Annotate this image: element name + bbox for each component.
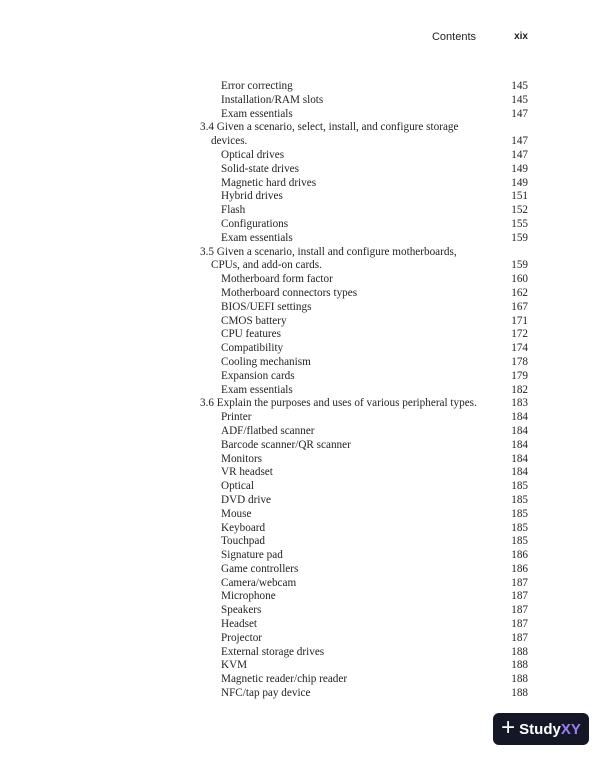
toc-entry-page: 185 <box>511 480 528 493</box>
toc-entry <box>200 673 528 687</box>
toc-entry-title: 3.5 Given a scenario, install and configure motherboards, <box>200 245 457 258</box>
toc-entry-page: 147 <box>511 135 528 148</box>
toc-entry-page: 187 <box>511 590 528 603</box>
toc-entry-page: 167 <box>511 300 528 313</box>
toc-entry-page: 185 <box>511 493 528 506</box>
toc-entry-title: Exam essentials <box>221 231 293 244</box>
toc-entry <box>200 646 528 660</box>
toc-entry-page: 187 <box>511 604 528 617</box>
toc-entry <box>200 508 528 522</box>
toc-entry <box>200 177 528 191</box>
toc-entry-page: 160 <box>511 273 528 286</box>
toc-entry-title: Microphone <box>221 590 276 603</box>
toc-entry-title: Error correcting <box>221 80 293 92</box>
toc-entry-page: 149 <box>511 176 528 189</box>
toc-entry <box>200 577 528 591</box>
toc-entry-title: Exam essentials <box>221 383 293 396</box>
toc-entry-page: 188 <box>511 659 528 672</box>
toc-entry-title: Magnetic hard drives <box>221 176 317 189</box>
toc-entry <box>200 80 528 94</box>
toc-entry-page: 188 <box>511 673 528 686</box>
toc-entry-page: 145 <box>511 93 528 106</box>
toc-entry-title: CPU features <box>221 328 281 341</box>
toc-entry <box>200 480 528 494</box>
toc-entry-title: NFC/tap pay device <box>221 687 311 700</box>
toc-entry <box>200 590 528 604</box>
toc-entry <box>200 149 528 163</box>
toc-entry <box>200 535 528 549</box>
toc-section-heading <box>200 135 528 149</box>
toc-entry-title: Mouse <box>221 507 252 520</box>
toc-entry-title: Optical drives <box>221 148 285 161</box>
toc-entry-page: 186 <box>511 562 528 575</box>
toc-entry-title: 3.4 Given a scenario, select, install, and configure storage <box>200 121 459 134</box>
toc-entry-page: 149 <box>511 162 528 175</box>
toc-entry-page: 183 <box>511 397 528 410</box>
toc-entry-title: Printer <box>221 411 252 424</box>
running-header-section: Contents <box>431 31 476 43</box>
toc-entry-page: 162 <box>511 286 528 299</box>
toc-entry-page: 155 <box>511 217 528 230</box>
toc-entry-title: Expansion cards <box>221 369 295 382</box>
toc-entry-title: Motherboard connectors types <box>221 286 358 299</box>
toc-entry <box>200 618 528 632</box>
toc-entry <box>200 604 528 618</box>
toc-entry-title: Solid-state drives <box>221 162 299 175</box>
toc-entry <box>200 632 528 646</box>
toc-entry-title: 3.6 Explain the purposes and uses of various peripheral types. <box>200 397 477 410</box>
toc-entry <box>200 204 528 218</box>
toc-entry-page: 184 <box>511 411 528 424</box>
toc-entry-title: Compatibility <box>221 342 284 355</box>
toc-entry-page: 145 <box>511 80 528 92</box>
page-number: xix <box>514 31 528 42</box>
toc-entry <box>200 163 528 177</box>
toc-entry <box>200 384 528 398</box>
toc-entry <box>200 370 528 384</box>
toc-entry-title: VR headset <box>221 466 273 479</box>
toc-section-heading <box>200 397 528 411</box>
toc-entry <box>200 411 528 425</box>
toc-entry-page: 185 <box>511 521 528 534</box>
toc-entry-title: Headset <box>221 618 258 631</box>
toc-entry-title: CPUs, and add-on cards. <box>211 259 322 272</box>
toc-entry-page: 185 <box>511 507 528 520</box>
toc-entry <box>200 466 528 480</box>
toc-entry-title: Cooling mechanism <box>221 355 311 368</box>
toc-entry-page: 185 <box>511 535 528 548</box>
toc-entry-page: 188 <box>511 687 528 700</box>
toc-entry <box>200 494 528 508</box>
toc-entry-title: Configurations <box>221 217 289 230</box>
toc-entry-page: 187 <box>511 618 528 631</box>
toc-entry-title: External storage drives <box>221 645 325 658</box>
toc-entry <box>200 301 528 315</box>
toc-entry <box>200 687 528 701</box>
toc-entry-page: 159 <box>511 259 528 272</box>
toc-entry-title: Game controllers <box>221 562 299 575</box>
toc-entry <box>200 659 528 673</box>
toc-entry-title: DVD drive <box>221 493 272 506</box>
toc-entry-title: Exam essentials <box>221 107 293 120</box>
toc-entry <box>200 287 528 301</box>
toc-section-heading <box>200 121 528 135</box>
toc-entry-page: 187 <box>511 576 528 589</box>
badge-brand-study: Study <box>519 720 561 738</box>
toc-entry-page: 147 <box>511 107 528 120</box>
toc-entry-page: 172 <box>511 328 528 341</box>
toc-entry-page: 147 <box>511 148 528 161</box>
toc-entry <box>200 190 528 204</box>
toc-entry <box>200 232 528 246</box>
toc-entry-page: 188 <box>511 645 528 658</box>
toc-entry-title: Projector <box>221 631 263 644</box>
toc-entry <box>200 425 528 439</box>
toc-section-heading <box>200 259 528 273</box>
toc-entry-page: 171 <box>511 314 528 327</box>
toc-entry-title: Speakers <box>221 604 262 617</box>
toc-entry <box>200 356 528 370</box>
toc-entry-title: Hybrid drives <box>221 190 283 203</box>
toc-entry-title: Installation/RAM slots <box>221 93 324 106</box>
plus-icon: + <box>501 713 516 741</box>
toc-entry-page: 187 <box>511 631 528 644</box>
toc-entry <box>200 315 528 329</box>
toc-entry <box>200 218 528 232</box>
toc-entry-page: 159 <box>511 231 528 244</box>
toc-entry-page: 152 <box>511 204 528 217</box>
toc-entry-page: 178 <box>511 355 528 368</box>
toc-entry-title: Camera/webcam <box>221 576 297 589</box>
toc-entry <box>200 453 528 467</box>
toc-entry <box>200 342 528 356</box>
toc-entry-page: 184 <box>511 424 528 437</box>
toc-entry-title: Barcode scanner/QR scanner <box>221 438 351 451</box>
toc-entry <box>200 439 528 453</box>
toc-entry-title: CMOS battery <box>221 314 287 327</box>
toc-entry-title: devices. <box>211 135 248 148</box>
toc-entry-title: KVM <box>221 659 248 672</box>
toc-entry <box>200 273 528 287</box>
toc-entry-title: Optical <box>221 480 254 493</box>
toc-entry-page: 184 <box>511 452 528 465</box>
toc-entry-title: ADF/flatbed scanner <box>221 424 315 437</box>
toc-entry-title: Magnetic reader/chip reader <box>221 673 348 686</box>
toc-entry-title: Touchpad <box>221 535 265 548</box>
toc-entry <box>200 108 528 122</box>
badge-brand-text <box>519 721 581 738</box>
toc-entry <box>200 94 528 108</box>
toc-entry <box>200 549 528 563</box>
toc-entry <box>200 328 528 342</box>
toc-entry-title: Keyboard <box>221 521 266 534</box>
toc-entry-title: Monitors <box>221 452 263 465</box>
toc-section-heading <box>200 246 528 260</box>
toc-entry-page: 184 <box>511 466 528 479</box>
toc-entry <box>200 522 528 536</box>
toc-entry-page: 174 <box>511 342 528 355</box>
toc-entry-title: Motherboard form factor <box>221 273 333 286</box>
toc-entry <box>200 563 528 577</box>
studyxy-badge[interactable] <box>493 713 589 745</box>
toc-entry-title: Signature pad <box>221 549 283 562</box>
toc-entry-title: BIOS/UEFI settings <box>221 300 312 313</box>
toc-entry-page: 151 <box>511 190 528 203</box>
table-of-contents <box>200 80 528 701</box>
toc-entry-page: 186 <box>511 549 528 562</box>
badge-brand-xy: XY <box>560 720 581 738</box>
toc-entry-page: 184 <box>511 438 528 451</box>
toc-entry-page: 182 <box>511 383 528 396</box>
toc-entry-page: 179 <box>511 369 528 382</box>
toc-entry-title: Flash <box>221 204 246 217</box>
